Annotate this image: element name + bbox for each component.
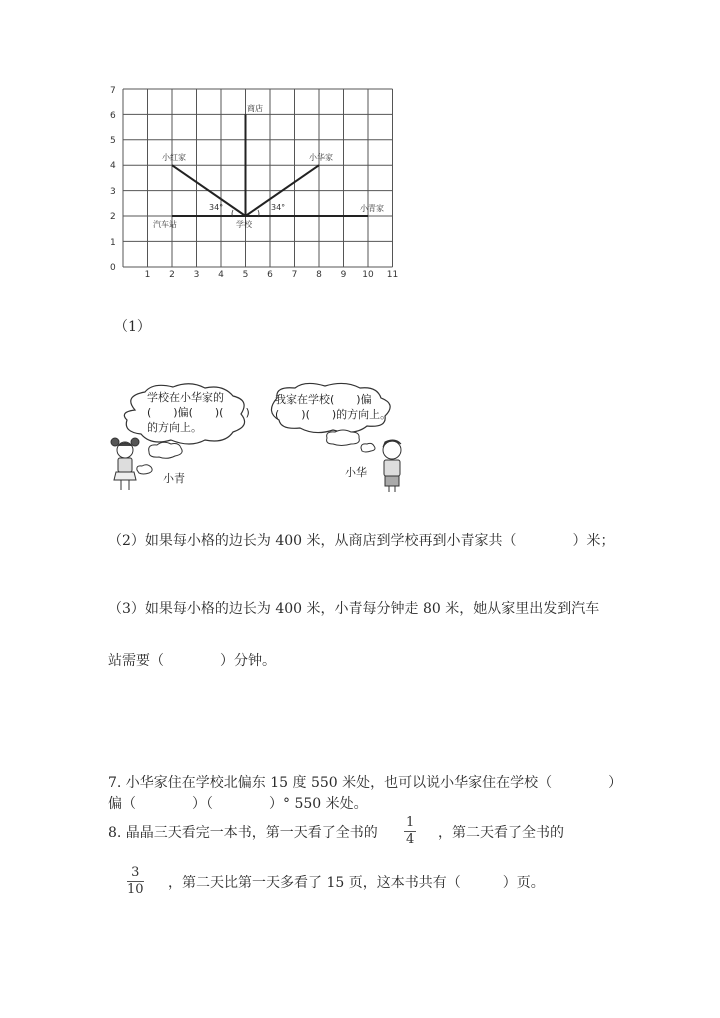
- svg-text:8: 8: [316, 270, 322, 280]
- svg-text:2: 2: [110, 212, 116, 222]
- q3-line1: （3）如果每小格的边长为 400 米，小青每分钟走 80 米，她从家里出发到汽车: [108, 601, 600, 617]
- svg-text:6: 6: [110, 111, 116, 121]
- q7-line2: 偏（ ）（ ）° 550 米处。: [108, 796, 368, 812]
- boy-name-label: 小华: [345, 466, 367, 479]
- coordinate-map: [100, 80, 410, 280]
- svg-text:1: 1: [144, 270, 151, 280]
- grid-svg: [100, 80, 410, 280]
- girl-thought-cloud-2: [137, 465, 152, 474]
- label-shop: 商店: [247, 104, 263, 113]
- label-xiaohua-home: 小华家: [309, 153, 333, 162]
- svg-text:11: 11: [386, 270, 399, 280]
- q8-line2: ，第二天比第一天多看了 15 页，这本书共有（ ）页。: [168, 875, 545, 891]
- svg-text:3: 3: [193, 270, 200, 280]
- boy-thought-cloud-1: [327, 430, 360, 446]
- q8-line1b: ，第二天看了全书的: [438, 825, 564, 841]
- svg-text:9: 9: [340, 270, 347, 280]
- grid-lines: [123, 89, 393, 267]
- svg-text:3: 3: [110, 187, 116, 197]
- girl-figure: [111, 438, 139, 490]
- q1-label: （1）: [114, 319, 151, 335]
- svg-text:7: 7: [110, 86, 116, 96]
- label-bus-station: 汽车站: [153, 220, 177, 229]
- angle-arc-right: [258, 210, 259, 217]
- girl-name-label: 小青: [163, 472, 185, 485]
- q8-fraction-3-10: $\frac{3}{10}$: [127, 865, 144, 897]
- svg-text:1: 1: [110, 238, 116, 248]
- svg-text:7: 7: [291, 270, 298, 280]
- boy-bubble-text: 我家在学校( )偏 ( )( )的方向上。: [275, 393, 392, 421]
- label-angle-right: 34°: [271, 203, 286, 212]
- boy-figure: [383, 440, 401, 492]
- svg-text:5: 5: [242, 270, 249, 280]
- girl-thought-cloud-1: [149, 442, 182, 458]
- boy-thought-cloud-2: [361, 443, 375, 452]
- svg-text:6: 6: [267, 270, 273, 280]
- svg-text:4: 4: [218, 270, 224, 280]
- girl-bubble-text: 学校在小华家的 ( )偏( )( ) 的方向上。: [147, 391, 250, 434]
- label-xiaoqing-home: 小青家: [360, 204, 384, 213]
- q3-line2: 站需要（ ）分钟。: [108, 653, 276, 669]
- svg-text:4: 4: [110, 161, 116, 171]
- q7-line1: 7. 小华家住在学校北偏东 15 度 550 米处，也可以说小华家住在学校（ ）: [108, 775, 623, 791]
- svg-text:0: 0: [110, 263, 116, 273]
- y-axis-ticks: [110, 86, 116, 273]
- label-school: 学校: [236, 220, 252, 229]
- svg-text:10: 10: [362, 270, 374, 280]
- place-labels: [153, 103, 384, 229]
- angle-arc-left: [232, 210, 233, 217]
- q2-text: （2）如果每小格的边长为 400 米，从商店到学校再到小青家共（ ）米；: [108, 533, 615, 549]
- cartoon-illustration: [105, 382, 415, 497]
- x-axis-ticks: [145, 270, 399, 280]
- q8-line1a: 8. 晶晶三天看完一本书，第一天看了全书的: [108, 825, 378, 841]
- q8-fraction-1-4: $\frac{1}{4}$: [406, 815, 415, 847]
- label-angle-left: 34°: [209, 203, 224, 212]
- svg-text:5: 5: [110, 136, 116, 146]
- svg-text:2: 2: [169, 270, 175, 280]
- label-xiaohong-home: 小红家: [162, 153, 186, 162]
